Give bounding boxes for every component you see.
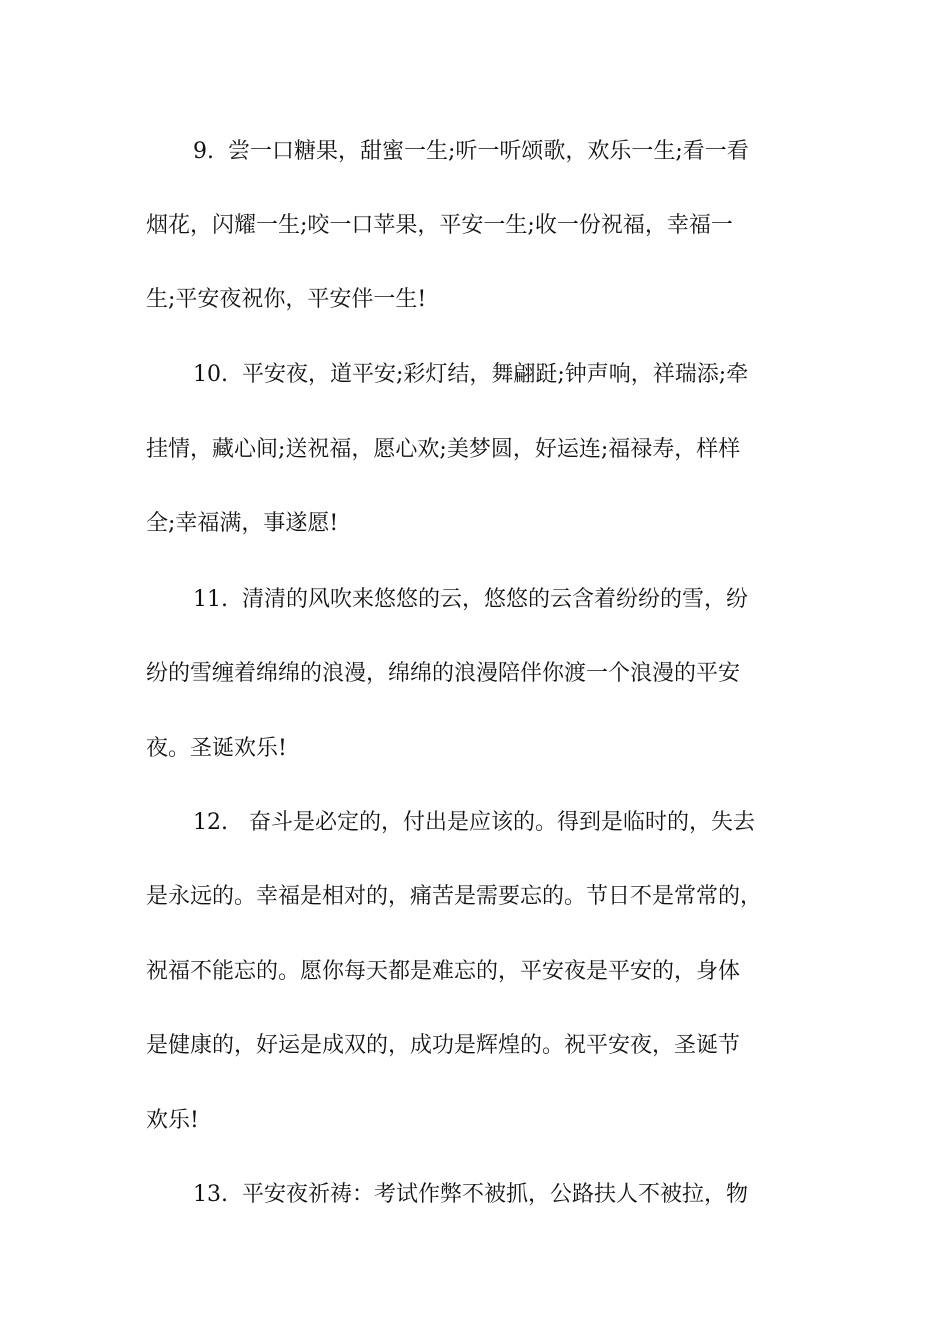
text-line: 12. 奋斗是必定的，付出是应该的。得到是临时的，失去 [193, 810, 755, 835]
text-line: 是健康的，好运是成双的，成功是辉煌的。祝平安夜，圣诞节 [146, 1033, 741, 1058]
text-line: 祝福不能忘的。愿你每天都是难忘的，平安夜是平安的，身体 [146, 959, 741, 984]
text-line: 10. 平安夜，道平安;彩灯结，舞翩跹;钟声响，祥瑞添;牵 [193, 362, 749, 387]
text-line: 9. 尝一口糖果，甜蜜一生;听一听颂歌，欢乐一生;看一看 [193, 139, 749, 164]
text-line: 生;平安夜祝你，平安伴一生! [146, 287, 427, 312]
text-line: 欢乐! [146, 1108, 199, 1133]
text-line: 夜。圣诞欢乐! [146, 736, 287, 761]
text-line: 13. 平安夜祈祷：考试作弊不被抓，公路扶人不被拉，物 [193, 1182, 748, 1207]
text-line: 是永远的。幸福是相对的，痛苦是需要忘的。节日不是常常的， [146, 884, 763, 909]
text-line: 纷的雪缠着绵绵的浪漫，绵绵的浪漫陪伴你渡一个浪漫的平安 [146, 661, 741, 686]
text-line: 全;幸福满，事遂愿! [146, 511, 339, 536]
text-line: 挂情，藏心间;送祝福，愿心欢;美梦圆，好运连;福禄寿，样样 [146, 437, 741, 462]
text-line: 11. 清清的风吹来悠悠的云，悠悠的云含着纷纷的雪，纷 [193, 587, 748, 612]
text-line: 烟花，闪耀一生;咬一口苹果，平安一生;收一份祝福，幸福一 [146, 213, 733, 238]
